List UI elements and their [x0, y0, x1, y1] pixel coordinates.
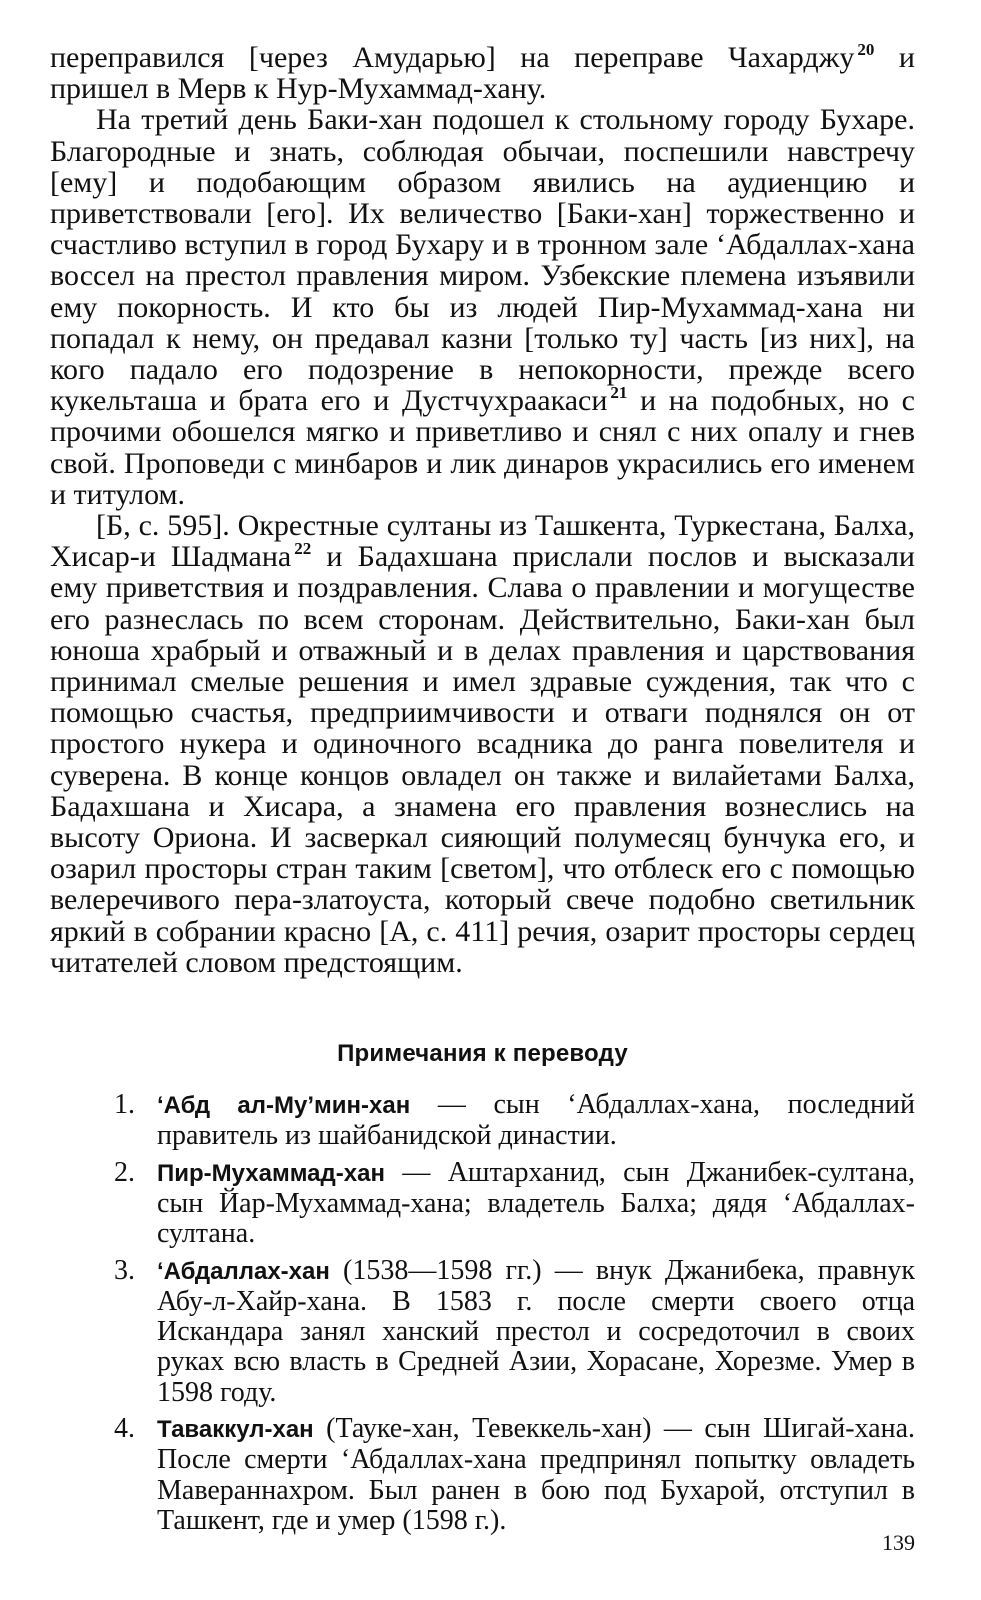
- note-text: (Тауке-хан, Тевеккель-хан) — сын Шигай-хана. После смерти ‘Абдаллах-хана предпринял попытку овладеть Мавераннахром. Был ранен в бою под Бухарой, отступил в Ташкент, где и умер (1598 г.).: [157, 1413, 915, 1536]
- paragraph-2-text: На третий день Баки-хан подошел к стольному городу Бухаре. Благородные и знать, соблюдая обычаи, поспешили навстречу [ему] и подобающим образом явились на аудиенцию и приветствовали [его]. Их величество [Баки-хан] торжественно и счастливо вступил в город Бухару и в тронном зале ‘Абдаллах-хана воссел на престол правления миром. Узбекские племена изъявили ему покорность. И кто бы из людей Пир-Мухаммад-хана ни попадал к нему, он предавал казни [только ту] часть [из них], на кого падало его подозрение в непокорности, прежде всего кукельташа и брата его и Дустчухраакаси: [50, 103, 915, 418]
- note-term: Пир-Мухаммад-хан: [157, 1159, 385, 1187]
- footnote-ref-22: 22: [294, 539, 312, 559]
- notes-list: [50, 1090, 915, 1536]
- footnote-ref-20: 20: [857, 40, 875, 59]
- paragraph-2-continuation: и на подобных, но с прочими обошелся мягко и приветливо и снял с них опалу и гнев свой. Проповеди с минбаров и лик динаров украсились его именем и титулом.: [50, 384, 915, 511]
- footnote-ref-21: 21: [610, 383, 628, 403]
- note-term: Таваккул-хан: [157, 1416, 314, 1444]
- note-item-2: [50, 1158, 915, 1250]
- paragraph-3-text: [Б, с. 595]. Окрестные султаны из Ташкента, Туркестана, Балха, Хисар-и Шадмана: [50, 509, 915, 574]
- note-text: — сын ‘Абдаллах-хана, последний правитель из шайбанидской династии.: [157, 1089, 916, 1152]
- notes-heading: Примечания к переводу: [337, 1040, 628, 1068]
- note-item-4: [50, 1414, 915, 1536]
- note-text: — Аштарханид, сын Джанибек-султана, сын Йар-Мухаммад-хана; владетель Балха; дядя ‘Абдаллах-султана.: [157, 1156, 915, 1250]
- paragraph-3: [50, 510, 915, 978]
- paragraph-2: [50, 104, 915, 510]
- note-number: 2.: [114, 1156, 135, 1188]
- note-term: ‘Абд ал-Му’мин-хан: [157, 1092, 411, 1120]
- note-number: 1.: [114, 1089, 135, 1121]
- paragraph-1: [50, 42, 915, 104]
- note-text: (1538—1598 гг.) — внук Джанибека, правнук Абу-л-Хайр-хана. В 1583 г. после смерти своего отца Искандара занял ханский престол и сосредоточил в своих руках всю власть в Средней Азии, Хорасане, Хорезме. Умер в 1598 году.: [157, 1254, 915, 1408]
- note-term: ‘Абдаллах-хан: [157, 1257, 330, 1285]
- paragraph-1-text: переправился [через Амударью] на переправе Чахарджу: [50, 41, 855, 74]
- note-number: 3.: [114, 1254, 135, 1286]
- note-number: 4.: [114, 1413, 135, 1445]
- paragraph-1-continuation: и пришел в Мерв к Нур-Мухаммад-хану.: [50, 41, 915, 106]
- note-item-3: [50, 1256, 915, 1408]
- page-content: [50, 42, 915, 1542]
- paragraph-3-continuation: и Бадахшана прислали послов и высказали ему приветствия и поздравления. Слава о правлении и могуществе его разнеслась по всем сторонам. Действительно, Баки-хан был юноша храбрый и отважный и в делах правления и царствования принимал смелые решения и имел здравые суждения, так что с помощью счастья, предприимчивости и отваги поднялся он от простого нукера и одиночного всадника до ранга повелителя и суверена. В конце концов овладел он также и вилайетами Балха, Бадахшана и Хисара, а знамена его правления вознеслись на высоту Ориона. И засверкал сияющий полумесяц бунчука его, и озарил просторы стран таким [светом], что отблеск его с помощью велеречивого пера-златоуста, который свече подобно светильник яркий в собрании красно [А, с. 411] речия, озарит просторы сердец читателей словом предстоящим.: [50, 540, 915, 979]
- page-number: 139: [882, 1530, 915, 1555]
- note-item-1: [50, 1090, 915, 1152]
